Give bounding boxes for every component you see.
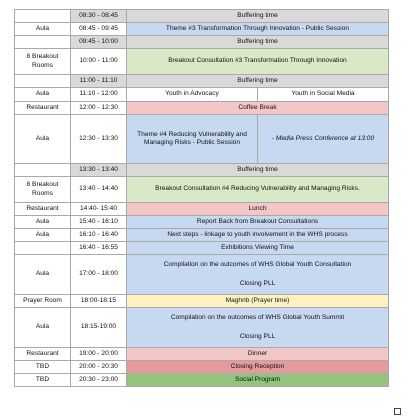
location-cell: Aula	[15, 255, 71, 295]
time-cell: 14:40- 15:40	[71, 203, 127, 216]
activity-cell	[127, 308, 389, 348]
activity-cell	[127, 361, 389, 374]
schedule-row	[15, 164, 389, 177]
location-cell	[15, 75, 71, 88]
activity-cell	[127, 348, 389, 361]
location-cell: Aula	[15, 115, 71, 164]
time-cell: 12:00 - 12:30	[71, 102, 127, 115]
activity-title: Closing Reception	[230, 362, 285, 370]
activity-title: Buffering time	[237, 76, 278, 84]
activity-cell	[127, 229, 389, 242]
location-cell: Prayer Room	[15, 295, 71, 308]
activity-subtitle: Closing PLL	[239, 280, 276, 287]
activity-title: Social Program	[234, 375, 281, 383]
schedule-row	[15, 75, 389, 88]
activity-cell	[127, 164, 389, 177]
activity-title: Youth in Advocacy	[165, 90, 219, 98]
activity-cell	[127, 203, 389, 216]
activity-title: Theme #4 Reducing Vulnerability and Managing Risks - Public Session	[137, 130, 247, 146]
activity-title: Theme #3 Transformation Through Innovation - Public Session	[165, 24, 350, 32]
schedule-row	[15, 242, 389, 255]
activity-cell	[127, 36, 389, 49]
schedule-row	[15, 361, 389, 374]
time-cell: 12:30 - 13:30	[71, 115, 127, 164]
activity-cell	[127, 295, 389, 308]
activity-title: Buffering time	[237, 11, 278, 19]
schedule-row	[15, 36, 389, 49]
time-cell: 18:15-19:00	[71, 308, 127, 348]
time-cell: 08:30 - 08:45	[71, 10, 127, 23]
location-cell: Aula	[15, 88, 71, 102]
location-cell	[15, 36, 71, 49]
activity-title: Buffering time	[237, 37, 278, 45]
schedule-row	[15, 49, 389, 75]
schedule-table	[14, 9, 389, 387]
activity-cell	[258, 115, 389, 164]
time-cell: 09:45 - 10:00	[71, 36, 127, 49]
activity-subtitle: Closing PLL	[239, 333, 276, 340]
activity-cell	[127, 88, 258, 102]
location-cell: 8 Breakout Rooms	[15, 49, 71, 75]
activity-title: Dinner	[247, 349, 268, 357]
schedule-row	[15, 229, 389, 242]
activity-cell	[127, 216, 389, 229]
activity-title: Maghrib (Prayer time)	[225, 296, 290, 304]
time-cell: 16:40 - 16:55	[71, 242, 127, 255]
activity-cell	[127, 242, 389, 255]
activity-cell	[127, 374, 389, 387]
activity-title: Next steps - linkage to youth involvement in the WHS process	[167, 230, 348, 238]
activity-title: Lunch	[248, 204, 267, 212]
location-cell: 8 Breakout Rooms	[15, 177, 71, 203]
time-cell: 17:00 - 18:00	[71, 255, 127, 295]
activity-cell	[127, 49, 389, 75]
activity-title: Youth in Social Media	[291, 90, 355, 98]
time-cell: 10:00 - 11:00	[71, 49, 127, 75]
time-cell: 13:40 - 14:40	[71, 177, 127, 203]
activity-title: - Media Press Conference at 13:00	[271, 134, 375, 142]
time-cell: 19:00 - 20:00	[71, 348, 127, 361]
schedule-row	[15, 255, 389, 295]
schedule-row	[15, 216, 389, 229]
time-cell: 18:00-18:15	[71, 295, 127, 308]
activity-cell	[127, 23, 389, 36]
activity-cell	[127, 10, 389, 23]
activity-title: Breakout Consultation #4 Reducing Vulnerability and Managing Risks.	[155, 185, 360, 193]
schedule-row	[15, 102, 389, 115]
time-cell: 15:40 - 16:10	[71, 216, 127, 229]
activity-title: Buffering time	[237, 165, 278, 173]
location-cell: Restaurant	[15, 203, 71, 216]
location-cell: Restaurant	[15, 102, 71, 115]
time-cell: 16:10 - 16:40	[71, 229, 127, 242]
activity-cell	[127, 102, 389, 115]
location-cell: TBD	[15, 361, 71, 374]
location-cell	[15, 164, 71, 177]
activity-cell	[127, 115, 258, 164]
activity-title: Coffee Break	[238, 103, 277, 111]
time-cell: 20:00 - 20:30	[71, 361, 127, 374]
time-cell: 08:45 - 09:45	[71, 23, 127, 36]
time-cell: 11:00 - 11:10	[71, 75, 127, 88]
location-cell	[15, 242, 71, 255]
schedule-row	[15, 295, 389, 308]
location-cell: Aula	[15, 23, 71, 36]
activity-title: Exhibitions Viewing Time	[221, 243, 294, 251]
activity-cell	[127, 255, 389, 295]
schedule-row	[15, 10, 389, 23]
location-cell: Aula	[15, 229, 71, 242]
schedule-row	[15, 23, 389, 36]
schedule-row	[15, 348, 389, 361]
activity-cell	[258, 88, 389, 102]
schedule-row	[15, 374, 389, 387]
activity-title: Breakout Consultation #3 Transformation Through Innovation	[168, 57, 347, 65]
activity-title: Compilation on the outcomes of WHS Global Youth Summit	[170, 313, 345, 321]
schedule-row	[15, 177, 389, 203]
time-cell: 20:30 - 23:00	[71, 374, 127, 387]
location-cell: TBD	[15, 374, 71, 387]
schedule-row	[15, 88, 389, 102]
time-cell: 11:10 - 12:00	[71, 88, 127, 102]
activity-cell	[127, 177, 389, 203]
time-cell: 13:30 - 13:40	[71, 164, 127, 177]
table-resize-handle[interactable]	[394, 408, 401, 415]
activity-cell	[127, 75, 389, 88]
schedule-row	[15, 308, 389, 348]
location-cell	[15, 10, 71, 23]
schedule-row	[15, 115, 389, 164]
location-cell: Aula	[15, 308, 71, 348]
location-cell: Restaurant	[15, 348, 71, 361]
activity-title: Compilation on the outcomes of WHS Global Youth Consultation	[163, 260, 352, 268]
activity-title: Report Back from Breakout Consultations	[196, 217, 319, 225]
schedule-row	[15, 203, 389, 216]
location-cell: Aula	[15, 216, 71, 229]
